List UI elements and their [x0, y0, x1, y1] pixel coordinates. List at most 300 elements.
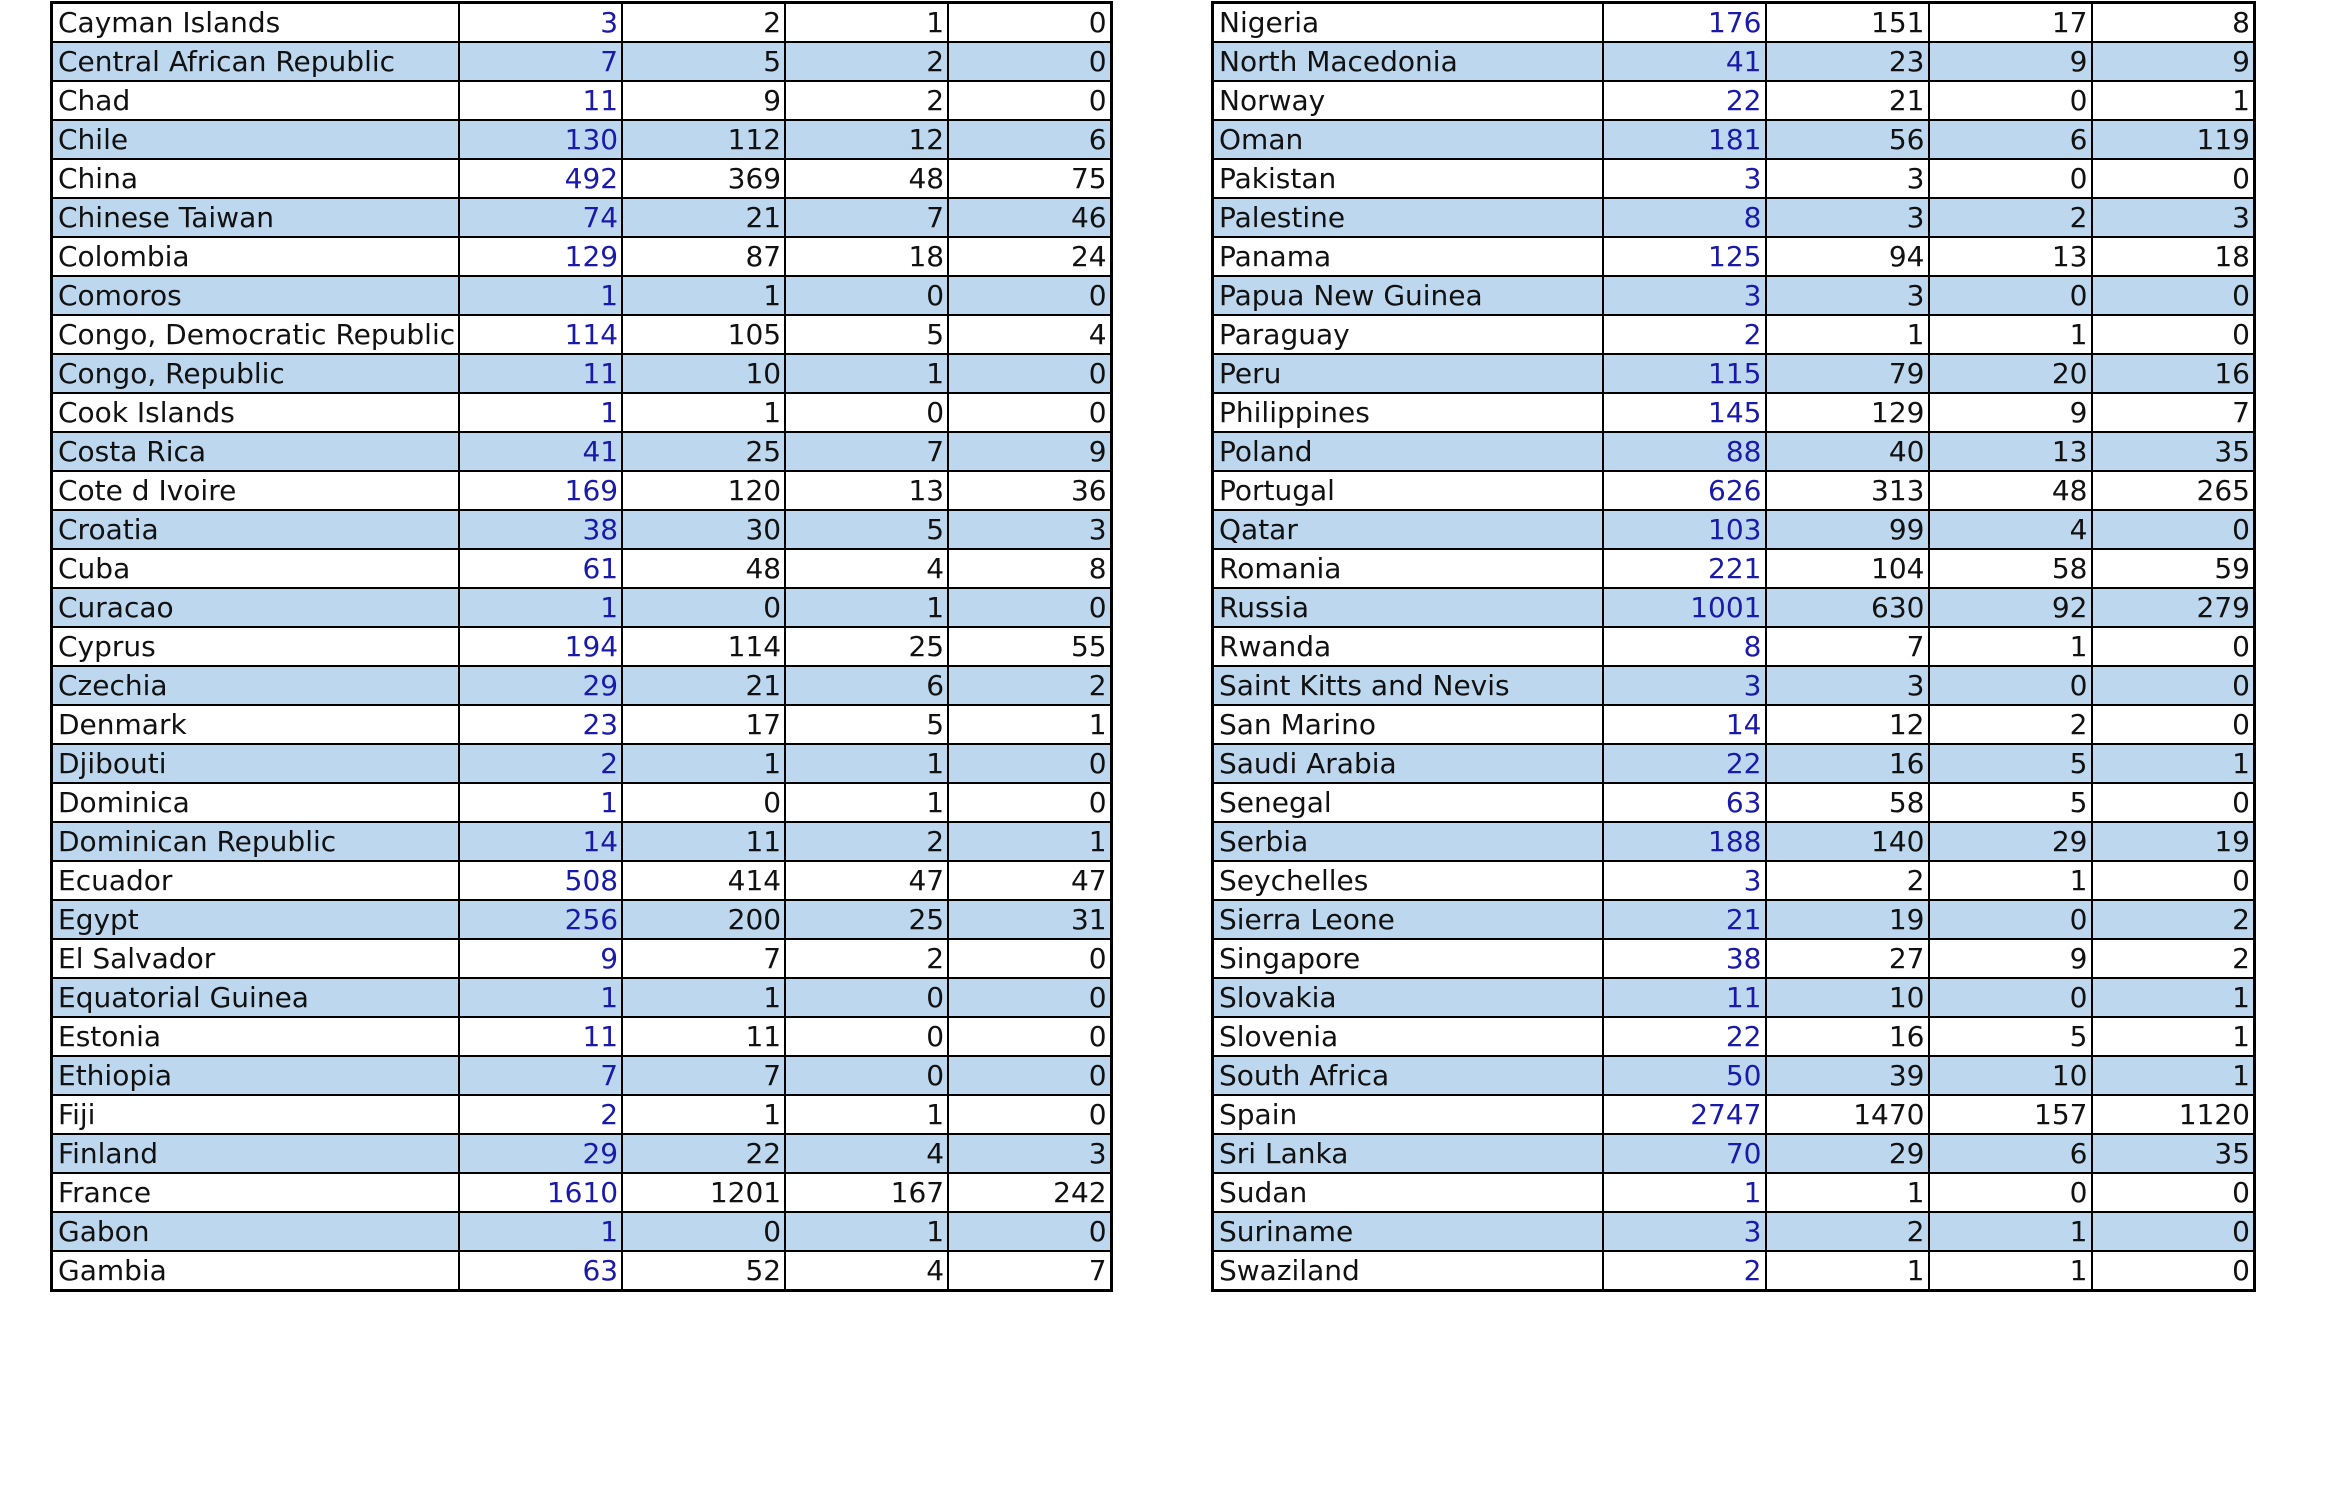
country-name-cell: Portugal [1213, 471, 1603, 510]
total-count-cell: 169 [459, 471, 622, 510]
country-name-cell: Cook Islands [52, 393, 460, 432]
count-3-cell: 5 [785, 315, 948, 354]
table-row [52, 237, 1112, 276]
count-3-cell: 7 [785, 198, 948, 237]
country-name-cell: Oman [1213, 120, 1603, 159]
count-3-cell: 4 [785, 1134, 948, 1173]
count-4-cell: 0 [948, 3, 1111, 43]
count-3-cell: 1 [785, 1095, 948, 1134]
count-2-cell: 21 [622, 198, 785, 237]
count-2-cell: 2 [1766, 1212, 1929, 1251]
country-table-left [50, 1, 1113, 1292]
count-3-cell: 1 [1929, 861, 2092, 900]
total-count-cell: 1 [459, 588, 622, 627]
count-2-cell: 99 [1766, 510, 1929, 549]
country-name-cell: Norway [1213, 81, 1603, 120]
count-3-cell: 5 [785, 510, 948, 549]
table-row [1213, 354, 2255, 393]
count-2-cell: 30 [622, 510, 785, 549]
country-name-cell: Slovakia [1213, 978, 1603, 1017]
total-count-cell: 70 [1603, 1134, 1766, 1173]
total-count-cell: 3 [459, 3, 622, 43]
count-3-cell: 0 [785, 1017, 948, 1056]
count-4-cell: 0 [2092, 1173, 2255, 1212]
count-4-cell: 24 [948, 237, 1111, 276]
country-name-cell: Cuba [52, 549, 460, 588]
count-4-cell: 2 [2092, 900, 2255, 939]
count-3-cell: 7 [785, 432, 948, 471]
table-row [1213, 1212, 2255, 1251]
table-row [1213, 549, 2255, 588]
count-3-cell: 1 [785, 744, 948, 783]
count-4-cell: 2 [2092, 939, 2255, 978]
total-count-cell: 22 [1603, 1017, 1766, 1056]
table-row [52, 276, 1112, 315]
count-3-cell: 1 [785, 783, 948, 822]
count-2-cell: 1 [622, 276, 785, 315]
count-2-cell: 16 [1766, 1017, 1929, 1056]
total-count-cell: 38 [1603, 939, 1766, 978]
count-3-cell: 2 [785, 81, 948, 120]
count-2-cell: 16 [1766, 744, 1929, 783]
table-row [52, 198, 1112, 237]
count-2-cell: 11 [622, 1017, 785, 1056]
table-row [1213, 666, 2255, 705]
total-count-cell: 7 [459, 42, 622, 81]
total-count-cell: 50 [1603, 1056, 1766, 1095]
total-count-cell: 115 [1603, 354, 1766, 393]
count-2-cell: 17 [622, 705, 785, 744]
table-row [1213, 159, 2255, 198]
count-4-cell: 0 [2092, 1251, 2255, 1291]
country-name-cell: Palestine [1213, 198, 1603, 237]
table-row [52, 42, 1112, 81]
count-3-cell: 47 [785, 861, 948, 900]
table-row [52, 627, 1112, 666]
country-name-cell: Central African Republic [52, 42, 460, 81]
country-name-cell: Costa Rica [52, 432, 460, 471]
count-3-cell: 2 [785, 42, 948, 81]
count-2-cell: 94 [1766, 237, 1929, 276]
count-3-cell: 6 [785, 666, 948, 705]
country-name-cell: Senegal [1213, 783, 1603, 822]
count-3-cell: 0 [785, 1056, 948, 1095]
country-name-cell: El Salvador [52, 939, 460, 978]
country-name-cell: Fiji [52, 1095, 460, 1134]
country-table-left-body [52, 3, 1112, 1291]
count-2-cell: 414 [622, 861, 785, 900]
count-2-cell: 56 [1766, 120, 1929, 159]
table-row [1213, 588, 2255, 627]
table-row [52, 1134, 1112, 1173]
table-row [1213, 627, 2255, 666]
count-3-cell: 1 [785, 3, 948, 43]
total-count-cell: 11 [459, 81, 622, 120]
count-4-cell: 3 [948, 1134, 1111, 1173]
table-row [52, 81, 1112, 120]
count-3-cell: 4 [785, 549, 948, 588]
count-2-cell: 7 [622, 939, 785, 978]
total-count-cell: 63 [459, 1251, 622, 1291]
total-count-cell: 492 [459, 159, 622, 198]
country-name-cell: Ethiopia [52, 1056, 460, 1095]
count-2-cell: 104 [1766, 549, 1929, 588]
count-4-cell: 36 [948, 471, 1111, 510]
total-count-cell: 130 [459, 120, 622, 159]
count-4-cell: 0 [2092, 510, 2255, 549]
count-3-cell: 92 [1929, 588, 2092, 627]
count-4-cell: 0 [2092, 666, 2255, 705]
count-4-cell: 1 [2092, 744, 2255, 783]
table-row [52, 900, 1112, 939]
table-row [1213, 393, 2255, 432]
total-count-cell: 3 [1603, 666, 1766, 705]
total-count-cell: 63 [1603, 783, 1766, 822]
count-2-cell: 87 [622, 237, 785, 276]
count-2-cell: 11 [622, 822, 785, 861]
total-count-cell: 11 [459, 1017, 622, 1056]
country-name-cell: Czechia [52, 666, 460, 705]
count-2-cell: 1470 [1766, 1095, 1929, 1134]
country-name-cell: Rwanda [1213, 627, 1603, 666]
table-row [52, 510, 1112, 549]
count-3-cell: 0 [785, 978, 948, 1017]
count-2-cell: 19 [1766, 900, 1929, 939]
country-name-cell: Papua New Guinea [1213, 276, 1603, 315]
table-row [1213, 978, 2255, 1017]
table-row [52, 744, 1112, 783]
count-4-cell: 7 [948, 1251, 1111, 1291]
count-2-cell: 12 [1766, 705, 1929, 744]
count-3-cell: 1 [1929, 315, 2092, 354]
total-count-cell: 3 [1603, 861, 1766, 900]
count-2-cell: 3 [1766, 666, 1929, 705]
count-4-cell: 7 [2092, 393, 2255, 432]
count-2-cell: 1201 [622, 1173, 785, 1212]
country-name-cell: South Africa [1213, 1056, 1603, 1095]
count-3-cell: 18 [785, 237, 948, 276]
count-4-cell: 1 [2092, 1056, 2255, 1095]
country-name-cell: Suriname [1213, 1212, 1603, 1251]
count-3-cell: 58 [1929, 549, 2092, 588]
country-name-cell: Seychelles [1213, 861, 1603, 900]
total-count-cell: 3 [1603, 276, 1766, 315]
table-row [52, 822, 1112, 861]
total-count-cell: 22 [1603, 744, 1766, 783]
count-4-cell: 1 [2092, 978, 2255, 1017]
country-name-cell: Cyprus [52, 627, 460, 666]
total-count-cell: 1610 [459, 1173, 622, 1212]
count-2-cell: 114 [622, 627, 785, 666]
table-row [1213, 1134, 2255, 1173]
count-4-cell: 3 [2092, 198, 2255, 237]
count-2-cell: 151 [1766, 3, 1929, 43]
count-3-cell: 1 [1929, 627, 2092, 666]
count-4-cell: 4 [948, 315, 1111, 354]
count-4-cell: 35 [2092, 1134, 2255, 1173]
total-count-cell: 2 [459, 1095, 622, 1134]
country-name-cell: Dominica [52, 783, 460, 822]
count-4-cell: 279 [2092, 588, 2255, 627]
total-count-cell: 145 [1603, 393, 1766, 432]
total-count-cell: 21 [1603, 900, 1766, 939]
total-count-cell: 2 [459, 744, 622, 783]
table-row [1213, 510, 2255, 549]
count-4-cell: 47 [948, 861, 1111, 900]
country-name-cell: Cote d Ivoire [52, 471, 460, 510]
count-4-cell: 0 [948, 939, 1111, 978]
country-name-cell: Congo, Democratic Republic [52, 315, 460, 354]
count-3-cell: 0 [785, 276, 948, 315]
count-3-cell: 9 [1929, 939, 2092, 978]
count-3-cell: 2 [785, 822, 948, 861]
total-count-cell: 14 [1603, 705, 1766, 744]
total-count-cell: 14 [459, 822, 622, 861]
count-3-cell: 0 [1929, 276, 2092, 315]
count-4-cell: 119 [2092, 120, 2255, 159]
country-name-cell: Finland [52, 1134, 460, 1173]
country-name-cell: Slovenia [1213, 1017, 1603, 1056]
country-name-cell: Sri Lanka [1213, 1134, 1603, 1173]
total-count-cell: 2747 [1603, 1095, 1766, 1134]
country-name-cell: Estonia [52, 1017, 460, 1056]
table-row [52, 1095, 1112, 1134]
country-name-cell: Philippines [1213, 393, 1603, 432]
count-4-cell: 0 [2092, 783, 2255, 822]
count-2-cell: 79 [1766, 354, 1929, 393]
count-4-cell: 2 [948, 666, 1111, 705]
country-name-cell: Curacao [52, 588, 460, 627]
table-row [1213, 198, 2255, 237]
count-2-cell: 25 [622, 432, 785, 471]
country-name-cell: Panama [1213, 237, 1603, 276]
count-2-cell: 1 [1766, 1251, 1929, 1291]
table-row [1213, 237, 2255, 276]
count-3-cell: 6 [1929, 120, 2092, 159]
total-count-cell: 1 [459, 978, 622, 1017]
count-3-cell: 0 [1929, 900, 2092, 939]
table-row [1213, 705, 2255, 744]
total-count-cell: 256 [459, 900, 622, 939]
table-row [1213, 1017, 2255, 1056]
count-4-cell: 0 [948, 1095, 1111, 1134]
count-4-cell: 1 [2092, 81, 2255, 120]
count-3-cell: 12 [785, 120, 948, 159]
country-name-cell: Comoros [52, 276, 460, 315]
country-name-cell: France [52, 1173, 460, 1212]
count-3-cell: 17 [1929, 3, 2092, 43]
count-4-cell: 1 [2092, 1017, 2255, 1056]
count-4-cell: 0 [948, 81, 1111, 120]
count-2-cell: 630 [1766, 588, 1929, 627]
table-row [1213, 471, 2255, 510]
country-name-cell: Russia [1213, 588, 1603, 627]
table-row [52, 159, 1112, 198]
count-2-cell: 7 [622, 1056, 785, 1095]
country-name-cell: Equatorial Guinea [52, 978, 460, 1017]
country-name-cell: Saint Kitts and Nevis [1213, 666, 1603, 705]
count-3-cell: 6 [1929, 1134, 2092, 1173]
country-name-cell: Chile [52, 120, 460, 159]
country-table-right [1211, 1, 2256, 1292]
count-2-cell: 3 [1766, 159, 1929, 198]
table-row [1213, 276, 2255, 315]
count-4-cell: 18 [2092, 237, 2255, 276]
country-name-cell: Croatia [52, 510, 460, 549]
total-count-cell: 221 [1603, 549, 1766, 588]
country-name-cell: Egypt [52, 900, 460, 939]
country-name-cell: San Marino [1213, 705, 1603, 744]
count-2-cell: 40 [1766, 432, 1929, 471]
count-3-cell: 2 [1929, 198, 2092, 237]
country-name-cell: Sierra Leone [1213, 900, 1603, 939]
country-name-cell: Gabon [52, 1212, 460, 1251]
count-3-cell: 29 [1929, 822, 2092, 861]
total-count-cell: 1 [459, 276, 622, 315]
count-3-cell: 4 [1929, 510, 2092, 549]
count-3-cell: 20 [1929, 354, 2092, 393]
total-count-cell: 8 [1603, 198, 1766, 237]
total-count-cell: 7 [459, 1056, 622, 1095]
total-count-cell: 11 [459, 354, 622, 393]
total-count-cell: 29 [459, 666, 622, 705]
count-2-cell: 2 [622, 3, 785, 43]
count-4-cell: 0 [948, 588, 1111, 627]
table-row [1213, 1251, 2255, 1291]
count-3-cell: 0 [1929, 1173, 2092, 1212]
count-2-cell: 0 [622, 1212, 785, 1251]
count-2-cell: 58 [1766, 783, 1929, 822]
total-count-cell: 29 [459, 1134, 622, 1173]
count-3-cell: 1 [785, 354, 948, 393]
count-3-cell: 5 [785, 705, 948, 744]
count-2-cell: 39 [1766, 1056, 1929, 1095]
country-name-cell: China [52, 159, 460, 198]
table-row [1213, 81, 2255, 120]
count-4-cell: 0 [2092, 1212, 2255, 1251]
count-3-cell: 0 [1929, 666, 2092, 705]
count-4-cell: 9 [948, 432, 1111, 471]
count-3-cell: 1 [1929, 1212, 2092, 1251]
count-3-cell: 0 [785, 393, 948, 432]
country-name-cell: Colombia [52, 237, 460, 276]
count-3-cell: 2 [1929, 705, 2092, 744]
count-2-cell: 140 [1766, 822, 1929, 861]
country-name-cell: Saudi Arabia [1213, 744, 1603, 783]
total-count-cell: 3 [1603, 159, 1766, 198]
count-2-cell: 1 [1766, 315, 1929, 354]
table-row [1213, 861, 2255, 900]
country-name-cell: Chad [52, 81, 460, 120]
count-2-cell: 369 [622, 159, 785, 198]
count-2-cell: 10 [622, 354, 785, 393]
total-count-cell: 125 [1603, 237, 1766, 276]
total-count-cell: 9 [459, 939, 622, 978]
count-4-cell: 31 [948, 900, 1111, 939]
count-2-cell: 48 [622, 549, 785, 588]
country-name-cell: Peru [1213, 354, 1603, 393]
table-row [1213, 315, 2255, 354]
table-row [52, 354, 1112, 393]
count-2-cell: 3 [1766, 276, 1929, 315]
count-2-cell: 112 [622, 120, 785, 159]
total-count-cell: 188 [1603, 822, 1766, 861]
count-4-cell: 1 [948, 705, 1111, 744]
count-4-cell: 35 [2092, 432, 2255, 471]
table-row [1213, 1095, 2255, 1134]
country-table-right-body [1213, 3, 2255, 1291]
count-2-cell: 52 [622, 1251, 785, 1291]
count-4-cell: 0 [948, 783, 1111, 822]
total-count-cell: 103 [1603, 510, 1766, 549]
total-count-cell: 626 [1603, 471, 1766, 510]
total-count-cell: 3 [1603, 1212, 1766, 1251]
count-2-cell: 5 [622, 42, 785, 81]
count-3-cell: 25 [785, 627, 948, 666]
country-name-cell: Paraguay [1213, 315, 1603, 354]
total-count-cell: 1 [459, 783, 622, 822]
count-3-cell: 5 [1929, 744, 2092, 783]
count-2-cell: 21 [1766, 81, 1929, 120]
table-row [52, 315, 1112, 354]
table-row [52, 588, 1112, 627]
count-3-cell: 4 [785, 1251, 948, 1291]
count-2-cell: 7 [1766, 627, 1929, 666]
total-count-cell: 1 [459, 393, 622, 432]
country-name-cell: Nigeria [1213, 3, 1603, 43]
table-row [52, 1212, 1112, 1251]
count-4-cell: 0 [2092, 159, 2255, 198]
country-name-cell: Cayman Islands [52, 3, 460, 43]
count-4-cell: 0 [948, 1056, 1111, 1095]
total-count-cell: 194 [459, 627, 622, 666]
count-2-cell: 313 [1766, 471, 1929, 510]
count-2-cell: 120 [622, 471, 785, 510]
count-2-cell: 1 [622, 1095, 785, 1134]
country-name-cell: Pakistan [1213, 159, 1603, 198]
count-3-cell: 2 [785, 939, 948, 978]
total-count-cell: 2 [1603, 315, 1766, 354]
count-4-cell: 16 [2092, 354, 2255, 393]
country-name-cell: Ecuador [52, 861, 460, 900]
count-3-cell: 13 [1929, 237, 2092, 276]
count-3-cell: 25 [785, 900, 948, 939]
country-name-cell: Spain [1213, 1095, 1603, 1134]
count-4-cell: 8 [948, 549, 1111, 588]
total-count-cell: 508 [459, 861, 622, 900]
count-3-cell: 1 [785, 1212, 948, 1251]
table-row [52, 1017, 1112, 1056]
table-row [52, 1056, 1112, 1095]
count-2-cell: 3 [1766, 198, 1929, 237]
count-2-cell: 2 [1766, 861, 1929, 900]
count-4-cell: 0 [2092, 705, 2255, 744]
table-row [52, 3, 1112, 43]
table-row [1213, 744, 2255, 783]
count-3-cell: 9 [1929, 42, 2092, 81]
count-2-cell: 200 [622, 900, 785, 939]
count-4-cell: 6 [948, 120, 1111, 159]
count-4-cell: 0 [948, 1212, 1111, 1251]
country-name-cell: Qatar [1213, 510, 1603, 549]
table-row [1213, 1173, 2255, 1212]
count-2-cell: 0 [622, 783, 785, 822]
count-4-cell: 0 [948, 276, 1111, 315]
total-count-cell: 61 [459, 549, 622, 588]
count-4-cell: 0 [2092, 315, 2255, 354]
count-2-cell: 0 [622, 588, 785, 627]
count-3-cell: 0 [1929, 159, 2092, 198]
